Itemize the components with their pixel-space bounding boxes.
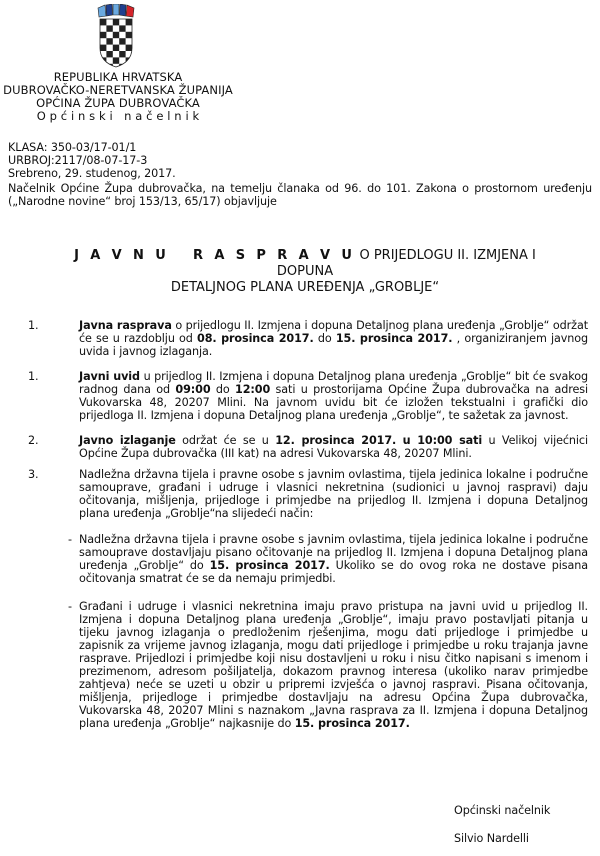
subitem-text: Građani i udruge i vlasnici nekretnina imaju pravo pristupa na javni uvid u prijedlog II. Izmjena i dopuna Detaljnog plana uređenja „Groblje“, imaju pravo postavljati pitanja u tijeku javnog izlaganja o predloženim rješenjima, mogu dati prijedloge i primjedbe u zapisnik za vrijeme javnog izlaganja, mogu dati prijedloge i primjedbe u roku trajanja javne rasprave. Prijedlozi i primjedbe koji nisu dostavljeni u roku i nisu čitko napisani s imenom i prezimenom, adresom pošiljatelja, dokazom pravnog interesa (ukoliko narav primjedbe zahtjeva) neće se uzeti u obzir u pripremi izvješća o javnoj raspravi. Pisana očitovanja, mišljenja, prijedloge i primjedbe dostavljaju na adresu Općina Župa dubrovačka, Vukovarska 48, 20207 Mlini s naznakom „Javna rasprava za II. Izmjena i dopuna Detaljnog plana uređenja „Groblje“ najkasnije do 15. prosinca 2017. [79,600,588,730]
signature-name: Silvio Nardelli [454,832,529,845]
item-number: 3. [28,468,39,481]
header-office: O p ć i n s k i n a č e l n i k [36,109,200,123]
dash-marker: - [68,533,72,546]
title-spaced: J A V N U R A S P R A V U [74,248,356,263]
intro-paragraph: Načelnik Općine Župa dubrovačka, na temelju članaka od 96. do 101. Zakona o prostornom uređenju („Narodne novine“ broj 153/13, 65/17) objavljuje [8,182,592,208]
item-number: 1. [28,319,39,332]
header-municipality: OPĆINA ŽUPA DUBROVAČKA [36,96,200,110]
place-date: Srebreno, 29. studenog, 2017. [8,167,176,180]
signature-title: Općinski načelnik [454,804,551,817]
issuer-header [0,71,236,123]
klasa: KLASA: 350-03/17-01/1 [8,141,137,154]
subitem-text: Nadležna državna tijela i pravne osobe s javnim ovlastima, tijela jedinica lokalne i područne samouprave dostavljaju pisano očitovanje na prijedlog II. Izmjena i dopuna Detaljnog plana uređenja „Groblje“ do 15. prosinca 2017. Ukoliko se do ovog roka ne dostave pisana očitovanja smatrat će se da nemaju primjedbi. [79,533,588,585]
document-title [60,248,550,296]
item-text: Javno izlaganje održat će se u 12. prosinca 2017. u 10:00 sati u Velikoj vijećnici Općine Župa dubrovačka (III kat) na adresi Vukovarska 48, 20207 Mlini. [79,434,588,460]
title-rest: O PRIJEDLOGU II. IZMJENA I DOPUNA [276,248,536,279]
item-number: 2. [28,434,39,447]
item-text: Nadležna državna tijela i pravne osobe s javnim ovlastima, tijela jedinica lokalne i područne samouprave, građani i udruge i vlasnici nekretnina (sudionici u javnoj raspravi) daju očitovanja, mišljenja, prijedloge i primjedbe na prijedlog II. Izmjena i dopuna Detaljnog plana uređenja „Groblje“na slijedeći način: [79,468,588,520]
header-country: REPUBLIKA HRVATSKA [53,70,183,84]
item-text: Javni uvid u prijedlog II. Izmjena i dopuna Detaljnog plana uređenja „Groblje“ bit će svakog radnog dana od 09:00 do 12:00 sati u prostorijama Općine Župa dubrovačka na adresi Vukovarska 48, 20207 Mlini. Na javnom uvidu bit će izložen tekstualni i grafički dio prijedloga II. Izmjena i dopuna Detaljnog plana uređenja „Groblje“, te sažetak za javnost. [79,370,588,422]
urbroj: URBROJ:2117/08-07-17-3 [8,154,148,167]
dash-marker: - [68,600,72,613]
item-text: Javna rasprava o prijedlogu II. Izmjena i dopuna Detaljnog plana uređenja „Groblje“ održat će se u razdoblju od 08. prosinca 2017. do 15. prosinca 2017. , organiziranjem javnog uvida i javnog izlaganja. [79,319,589,358]
item-number: 1. [28,370,39,383]
header-county: DUBROVAČKO-NERETVANSKA ŽUPANIJA [3,83,233,97]
document-meta [8,141,176,180]
coat-of-arms-icon [96,4,136,68]
title-line2: DETALJNOG PLANA UREĐENJA „GROBLJE“ [170,280,440,295]
